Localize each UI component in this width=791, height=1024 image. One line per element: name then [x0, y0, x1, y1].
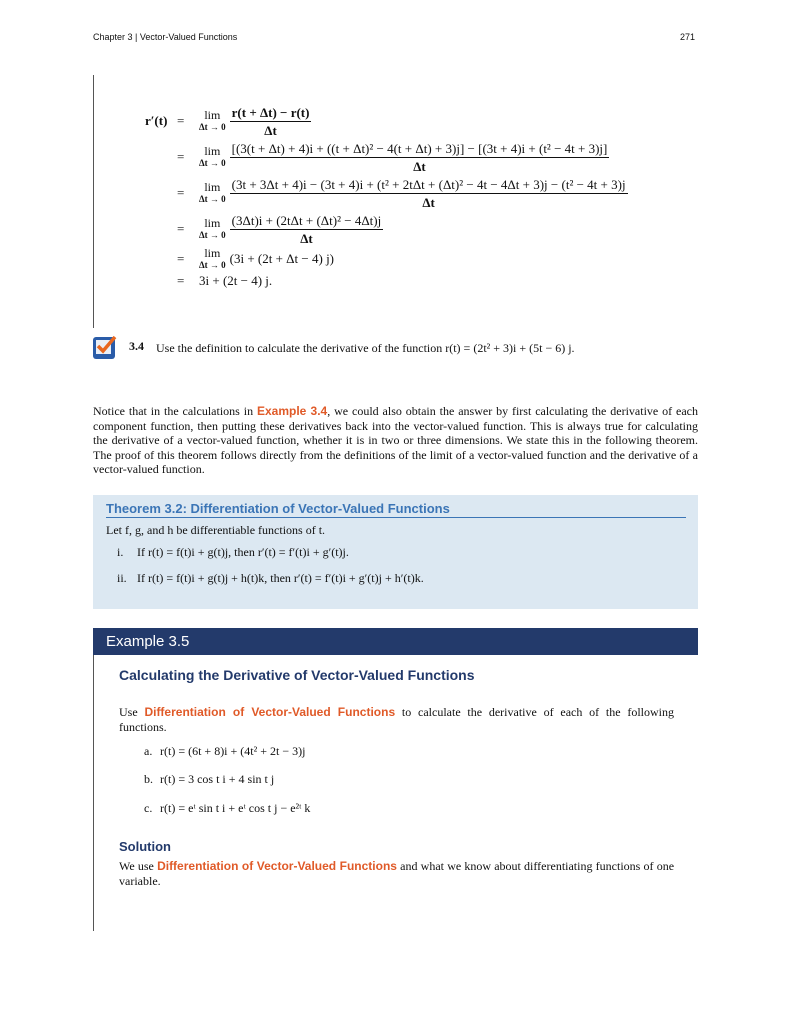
text: to calculate the derivative of each of the following functions.: [119, 705, 674, 734]
theorem-intro: Let f, g, and h be differentiable functions of t.: [106, 523, 326, 537]
page-number: 271: [680, 32, 696, 42]
derivation-row: [145, 211, 628, 247]
fraction: [230, 176, 628, 211]
lim-sub: Δt → 0: [199, 122, 226, 132]
expression: 3i + (2t − 4) j.: [199, 273, 273, 288]
numerator: (3Δt)i + (2tΔt + (Δt)² − 4Δt)j: [231, 212, 382, 228]
checkpoint-formula: r(t) = (2t² + 3)i + (5t − 6) j.: [445, 341, 575, 355]
denominator: Δt: [300, 230, 313, 246]
limit: [199, 145, 226, 169]
lim-label: lim: [204, 180, 221, 194]
text: , we could also obtain the answer by first calculating the derivative of each component function, then putting these derivatives back into the vector-valued function. This is always true for calculating the derivative of a vector-valued function, whether it is in two or three dimensions. We state this in the following theorem. The proof of this theorem follows directly from the definitions of the limit of a vector-valued function and the derivative of a vector-valued function.: [93, 404, 699, 477]
solution-heading: Solution: [119, 839, 171, 854]
equals: =: [177, 251, 185, 266]
solution-text: [119, 859, 674, 888]
text: Notice that in the calculations in: [93, 404, 257, 418]
example-title: Calculating the Derivative of Vector-Valued Functions: [119, 667, 475, 683]
item-label: ii.: [117, 571, 127, 585]
margin-rule: [93, 75, 94, 328]
lim-sub: Δt → 0: [199, 158, 226, 168]
lim-sub: Δt → 0: [199, 230, 226, 240]
lim-label: lim: [204, 108, 221, 122]
example-intro: [119, 705, 674, 734]
theorem-title: Theorem 3.2: Differentiation of Vector-Valued Functions: [106, 501, 686, 518]
numerator: r(t + Δt) − r(t): [231, 104, 310, 120]
equals: =: [177, 273, 185, 288]
derivation-row: [145, 103, 628, 139]
text: and what we know about differentiating functions of one variable.: [119, 859, 675, 888]
denominator: Δt: [422, 194, 435, 210]
numerator: [(3(t + Δt) + 4)i + ((t + Δt)² − 4(t + Δt) + 3)j] − [(3t + 4)i + (t² − 4t + 3)j]: [231, 140, 608, 156]
text: Use: [119, 705, 145, 719]
limit: [199, 181, 226, 205]
example-header: Example 3.5: [93, 628, 698, 655]
equals: =: [177, 185, 185, 200]
item-text: r(t) = (6t + 8)i + (4t² + 2t − 3)j: [160, 744, 306, 758]
example-3-4-link[interactable]: Example 3.4: [256, 404, 328, 418]
checkpoint-number: 3.4: [129, 339, 144, 353]
expression: (3i + (2t + Δt − 4) j): [229, 251, 335, 266]
theorem-link[interactable]: Differentiation of Vector-Valued Functions: [144, 705, 396, 719]
lhs: r′(t): [145, 113, 168, 128]
lim-sub: Δt → 0: [199, 194, 226, 204]
derivation-row: [145, 139, 628, 175]
theorem-item: [117, 571, 424, 586]
item-label: c.: [144, 801, 153, 815]
checkpoint-3-4: [93, 337, 575, 359]
example-item: [144, 801, 310, 816]
theorem-item: [117, 545, 349, 560]
derivation-row: [145, 247, 628, 271]
item-text: If r(t) = f(t)i + g(t)j, then r′(t) = f′(t)i + g′(t)j.: [137, 545, 349, 559]
denominator: Δt: [264, 122, 277, 138]
numerator: (3t + 3Δt + 4)i − (3t + 4)i + (t² + 2tΔt + (Δt)² − 4t − 4Δt + 3)j − (t² − 4t + 3)j: [231, 176, 626, 192]
denominator: Δt: [413, 158, 426, 174]
body-paragraph: [93, 404, 698, 477]
fraction: [230, 140, 610, 175]
fraction: [230, 104, 312, 139]
checkpoint-text: [156, 341, 575, 356]
derivation-row: [145, 175, 628, 211]
text: We use: [119, 859, 158, 873]
equals: =: [177, 221, 185, 236]
lim-sub: Δt → 0: [199, 260, 226, 270]
item-label: a.: [144, 744, 153, 758]
example-item: [144, 772, 274, 787]
checkpoint-prompt: Use the definition to calculate the derivative of the function: [156, 341, 446, 355]
limit: [199, 109, 226, 133]
limit: [199, 247, 226, 271]
lim-label: lim: [204, 246, 221, 260]
theorem-box: [93, 495, 698, 609]
example-item: [144, 744, 305, 759]
item-label: b.: [144, 772, 153, 786]
limit: [199, 217, 226, 241]
equals: =: [177, 113, 185, 128]
checkbox-icon: [93, 337, 115, 359]
item-text: r(t) = 3 cos t i + 4 sin t j: [160, 772, 275, 786]
item-label: i.: [117, 545, 124, 559]
item-text: r(t) = eᵗ sin t i + eᵗ cos t j − e²ᵗ k: [160, 801, 311, 815]
lim-label: lim: [204, 216, 221, 230]
lim-label: lim: [204, 144, 221, 158]
margin-rule: [93, 655, 94, 931]
item-text: If r(t) = f(t)i + g(t)j + h(t)k, then r′(t) = f′(t)i + g′(t)j + h′(t)k.: [137, 571, 424, 585]
derivation-row: [145, 271, 628, 291]
chapter-header: Chapter 3 | Vector-Valued Functions: [93, 32, 238, 42]
equals: =: [177, 149, 185, 164]
theorem-link[interactable]: Differentiation of Vector-Valued Functions: [157, 859, 397, 873]
derivative-derivation: [145, 103, 628, 291]
fraction: [230, 212, 384, 247]
